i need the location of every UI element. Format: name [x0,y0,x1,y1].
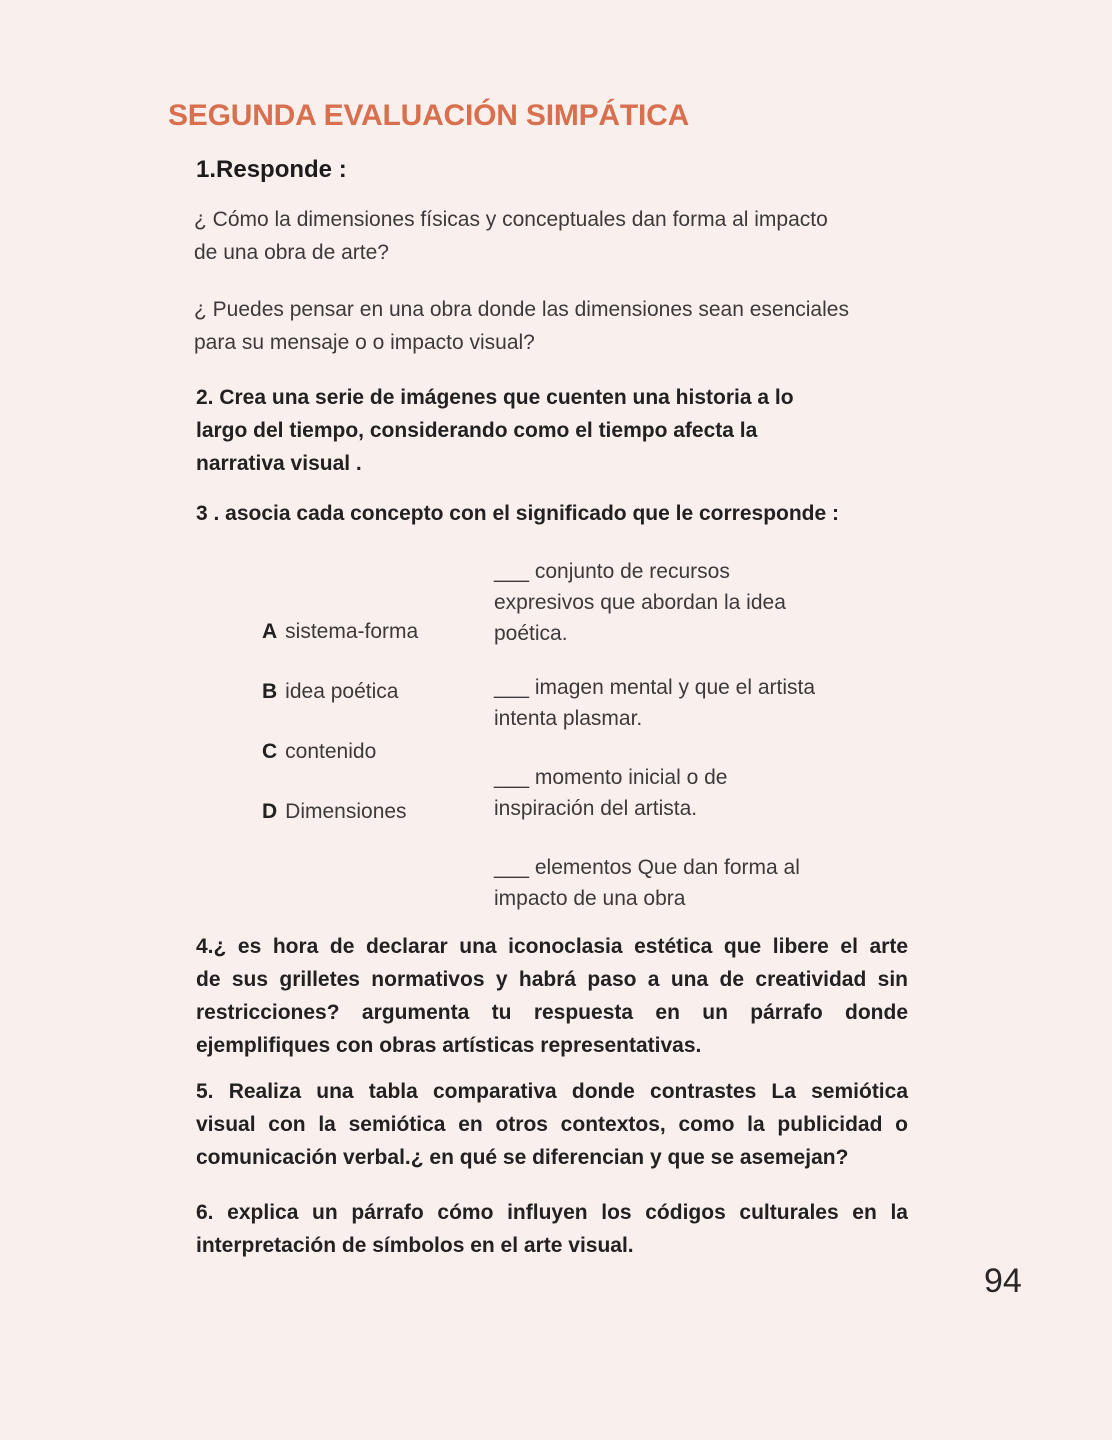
concept-letter-b: B [262,680,278,703]
definition-item-1 [494,556,786,649]
text-line: ___ momento inicial o de [494,766,728,789]
question-6-text [196,1196,908,1262]
concept-label-c: contenido [285,740,377,763]
concept-item-a [262,620,418,644]
text-line: ___ conjunto de recursos [494,560,730,583]
text-line: de sus grilletes normativos y habrá paso a una de creatividad sin [196,968,908,991]
definition-item-2 [494,672,815,734]
text-line: ejemplifiques con obras artísticas representativas. [196,1034,702,1057]
concept-letter-a: A [262,620,278,643]
text-line: restricciones? argumenta tu respuesta en un párrafo donde [196,1001,908,1024]
text-line: ___ elementos Que dan forma al [494,856,800,879]
concept-item-d [262,800,407,824]
question-5-text [196,1075,908,1174]
text-line: largo del tiempo, considerando como el tiempo afecta la [196,419,758,442]
text-line: ¿ Cómo la dimensiones físicas y conceptuales dan forma al impacto [194,208,828,231]
text-line: visual con la semiótica en otros contextos, como la publicidad o [196,1113,908,1136]
concept-label-d: Dimensiones [285,800,407,823]
definition-item-4 [494,852,800,914]
question-1-paragraph-2 [194,293,849,359]
text-line: para su mensaje o o impacto visual? [194,331,535,354]
text-line: impacto de una obra [494,887,686,910]
concept-label-a: sistema-forma [285,620,419,643]
text-line: expresivos que abordan la idea [494,591,786,614]
question-1-heading: 1.Responde : [196,156,347,183]
text-line: poética. [494,622,568,645]
text-line: 2. Crea una serie de imágenes que cuenten una historia a lo [196,386,794,409]
question-4-text [196,930,908,1062]
question-2-text [196,381,794,480]
text-line: intenta plasmar. [494,707,643,730]
text-line: ¿ Puedes pensar en una obra donde las dimensiones sean esenciales [194,298,849,321]
text-line: de una obra de arte? [194,241,389,264]
question-3-heading: 3 . asocia cada concepto con el significado que le corresponde : [196,502,840,525]
text-line: 6. explica un párrafo cómo influyen los códigos culturales en la [196,1201,908,1224]
text-line: 4.¿ es hora de declarar una iconoclasia estética que libere el arte [196,935,908,958]
text-line: comunicación verbal.¿ en qué se diferencian y que se asemejan? [196,1146,849,1169]
page-number: 94 [984,1262,1022,1300]
text-line: 5. Realiza una tabla comparativa donde contrastes La semiótica [196,1080,908,1103]
concept-label-b: idea poética [285,680,399,703]
question-1-paragraph-1 [194,203,828,269]
definition-item-3 [494,762,727,824]
concept-letter-d: D [262,800,278,823]
concept-item-b [262,680,398,704]
text-line: narrativa visual . [196,452,362,475]
concept-item-c [262,740,376,764]
page-title: SEGUNDA EVALUACIÓN SIMPÁTICA [168,99,690,132]
text-line: inspiración del artista. [494,797,698,820]
concept-letter-c: C [262,740,278,763]
text-line: ___ imagen mental y que el artista [494,676,816,699]
text-line: interpretación de símbolos en el arte visual. [196,1234,634,1257]
